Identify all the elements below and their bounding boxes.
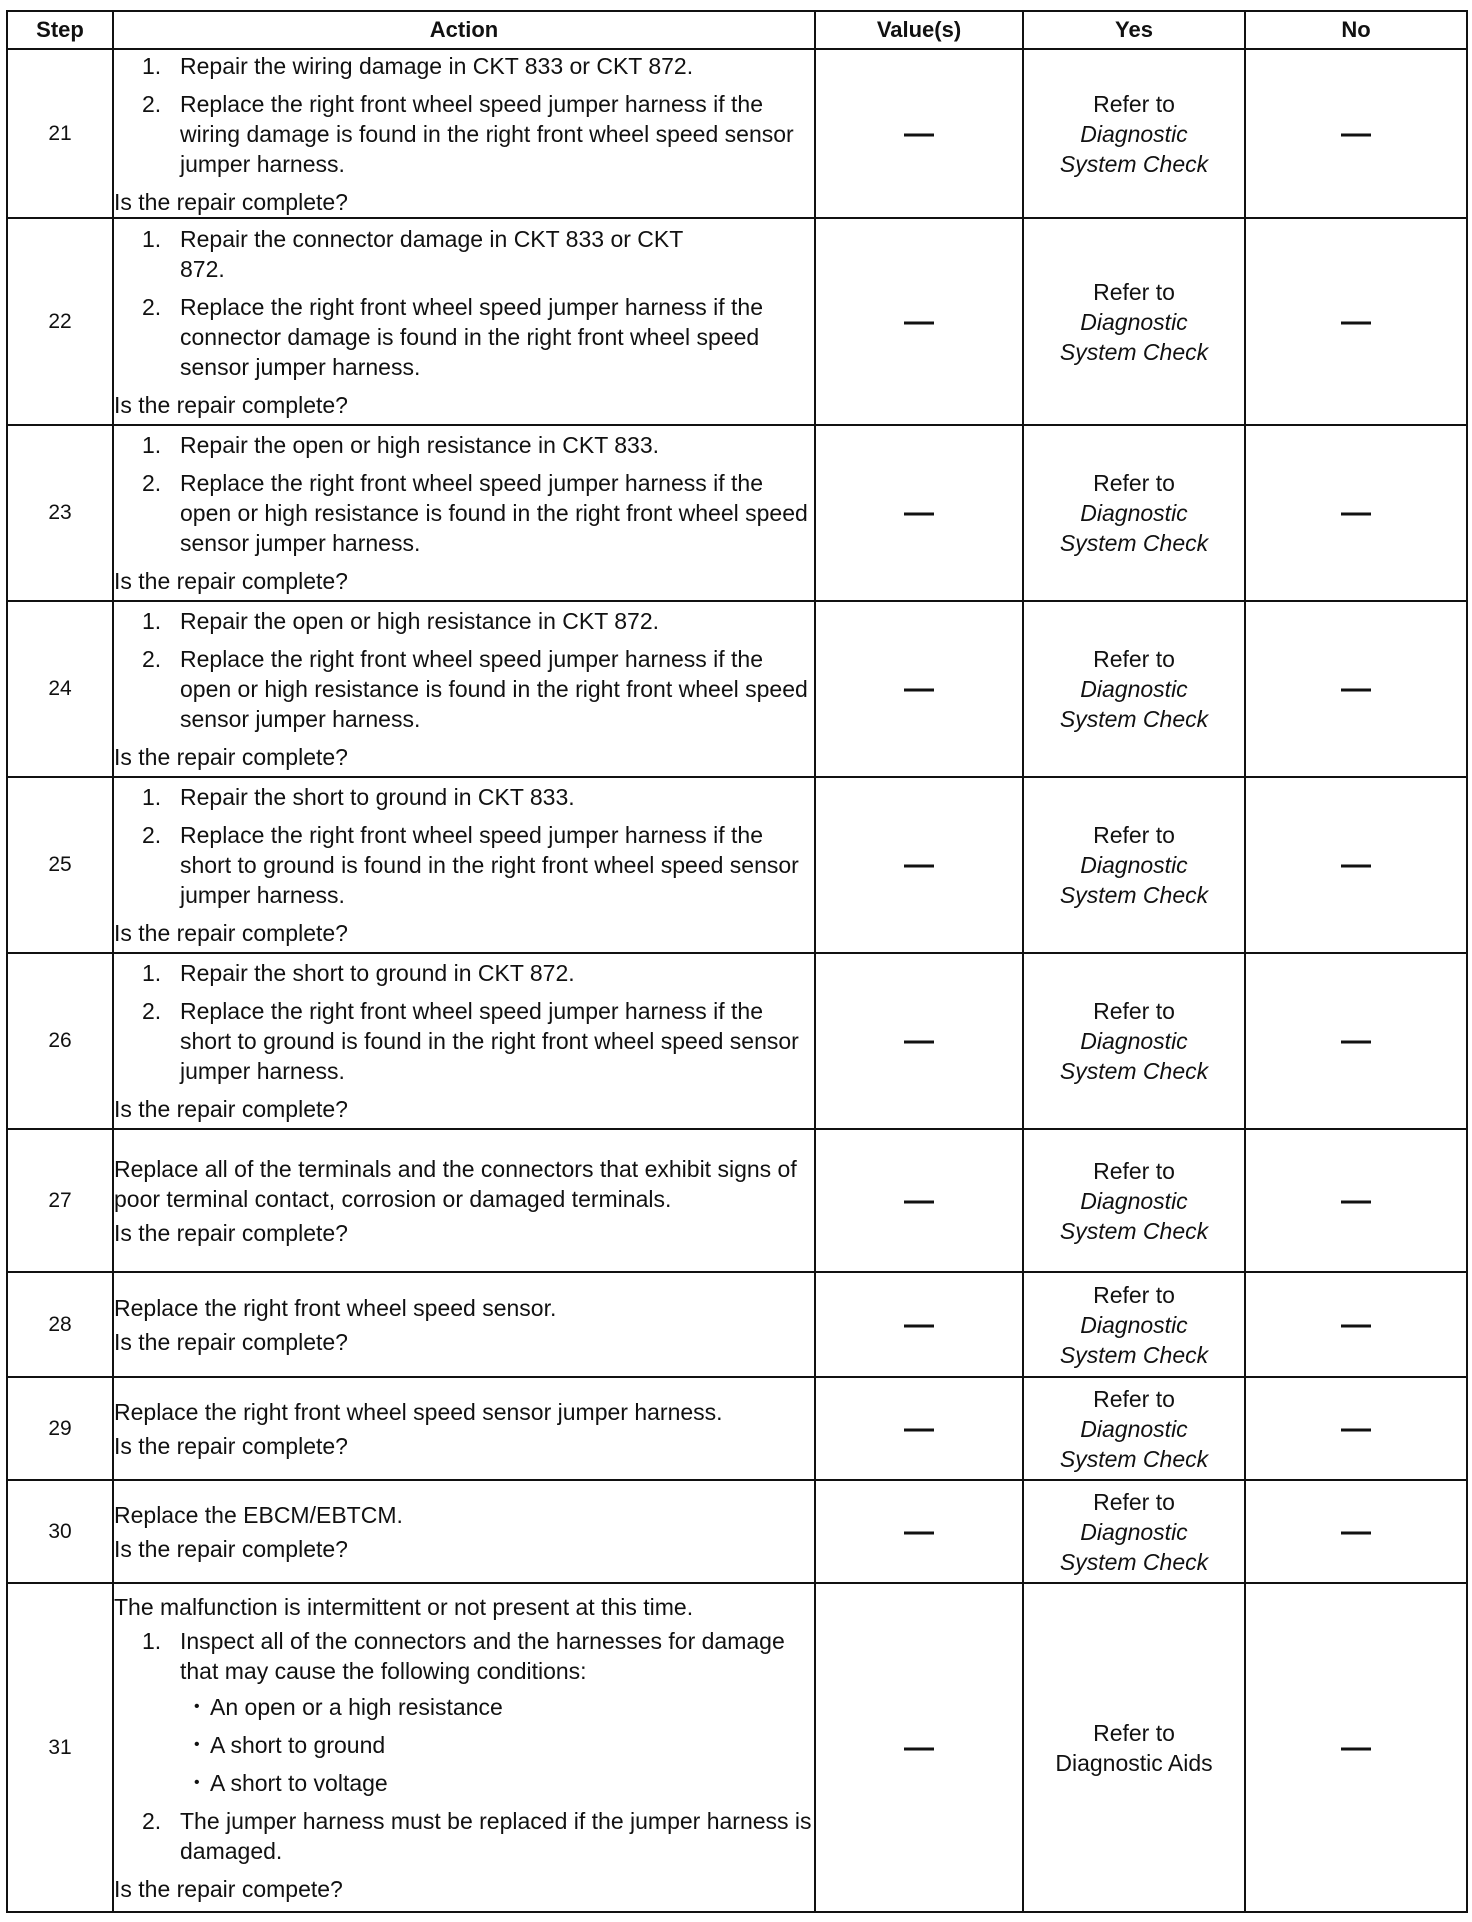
action-item: 2. Replace the right front wheel speed jumper harness if the short to ground is found in the right front wheel speed sensor jumper harness.: [142, 998, 799, 1084]
table-row: [7, 1583, 1467, 1912]
no-cell: —: [1245, 49, 1467, 218]
step-number: 24: [7, 601, 113, 777]
action-item: 1. Inspect all of the connectors and the harnesses for damage that may cause the following conditions: • An open or a high resistance • A short to ground • A short to voltage: [114, 1626, 814, 1798]
action-question: Is the repair complete?: [114, 1432, 348, 1459]
action-question: Is the repair complete?: [114, 1096, 348, 1122]
table-row: [7, 1377, 1467, 1480]
action-question: Is the repair compete?: [114, 1875, 343, 1902]
yes-cell: Refer to Diagnostic System Check: [1023, 425, 1245, 601]
table-row: [7, 1272, 1467, 1377]
action-item: 1. Repair the short to ground in CKT 833.: [142, 784, 575, 810]
yes-cell: Refer to Diagnostic Aids: [1023, 1583, 1245, 1912]
action-item: 2. The jumper harness must be replaced if the jumper harness is damaged.: [142, 1807, 812, 1864]
no-cell: —: [1245, 1272, 1467, 1377]
table-row: [7, 1480, 1467, 1583]
header-no: No: [1245, 11, 1467, 49]
step-number: 29: [7, 1377, 113, 1480]
action-item: 2. Replace the right front wheel speed jumper harness if the connector damage is found in the right front wheel speed sensor jumper harness.: [142, 293, 763, 380]
action-question: Is the repair complete?: [114, 391, 348, 418]
yes-cell: Refer to Diagnostic System Check: [1023, 49, 1245, 218]
no-cell: —: [1245, 425, 1467, 601]
step-number: 25: [7, 777, 113, 953]
no-cell: —: [1245, 777, 1467, 953]
header-yes: Yes: [1023, 11, 1245, 49]
yes-cell: Refer to Diagnostic System Check: [1023, 777, 1245, 953]
value-cell: —: [815, 425, 1023, 601]
no-cell: —: [1245, 1583, 1467, 1912]
action-cell: [113, 601, 815, 777]
action-cell: [113, 49, 815, 218]
condition-item: • A short to voltage: [180, 1768, 814, 1798]
no-cell: —: [1245, 1129, 1467, 1272]
action-item: 2. Replace the right front wheel speed jumper harness if the wiring damage is found in the right front wheel speed sensor jumper harness.: [142, 90, 794, 177]
value-cell: —: [815, 1272, 1023, 1377]
action-question: Is the repair complete?: [114, 920, 348, 946]
yes-cell: Refer to Diagnostic System Check: [1023, 1272, 1245, 1377]
action-cell: [113, 953, 815, 1129]
action-question: Is the repair complete?: [114, 744, 348, 770]
header-step: Step: [7, 11, 113, 49]
value-cell: —: [815, 1129, 1023, 1272]
yes-cell: Refer to Diagnostic System Check: [1023, 1129, 1245, 1272]
action-question: Is the repair complete?: [114, 1328, 348, 1355]
step-number: 26: [7, 953, 113, 1129]
value-cell: —: [815, 1583, 1023, 1912]
header-row: [7, 11, 1467, 49]
yes-cell: Refer to Diagnostic System Check: [1023, 1377, 1245, 1480]
no-cell: —: [1245, 1377, 1467, 1480]
action-text: Replace the right front wheel speed sensor jumper harness.: [114, 1398, 723, 1425]
action-item: 1. Repair the open or high resistance in CKT 833.: [142, 432, 660, 458]
no-cell: —: [1245, 218, 1467, 425]
condition-item: • An open or a high resistance: [180, 1692, 814, 1722]
action-item: 2. Replace the right front wheel speed jumper harness if the open or high resistance is found in the right front wheel speed sensor jumper harness.: [142, 470, 808, 556]
action-item: 2. Replace the right front wheel speed jumper harness if the short to ground is found in the right front wheel speed sensor jumper harness.: [142, 822, 799, 908]
action-question: Is the repair complete?: [114, 188, 348, 215]
value-cell: —: [815, 1480, 1023, 1583]
action-item: 1. Repair the open or high resistance in CKT 872.: [142, 608, 660, 634]
action-cell: [113, 1480, 815, 1583]
action-question: Is the repair complete?: [114, 1219, 348, 1246]
action-item: 2. Replace the right front wheel speed jumper harness if the open or high resistance is found in the right front wheel speed sensor jumper harness.: [142, 646, 808, 732]
value-cell: —: [815, 218, 1023, 425]
step-number: 22: [7, 218, 113, 425]
table-row: [7, 218, 1467, 425]
action-cell: [113, 1583, 815, 1912]
action-question: Is the repair complete?: [114, 1535, 348, 1562]
action-cell: [113, 218, 815, 425]
action-text: Replace the EBCM/EBTCM.: [114, 1501, 403, 1528]
yes-cell: Refer to Diagnostic System Check: [1023, 601, 1245, 777]
condition-item: • A short to ground: [180, 1730, 814, 1760]
table-row: [7, 777, 1467, 953]
action-item: 1. Repair the connector damage in CKT 833 or CKT 872.: [142, 225, 683, 282]
yes-cell: Refer to Diagnostic System Check: [1023, 218, 1245, 425]
table-row: [7, 425, 1467, 601]
action-question: Is the repair complete?: [114, 568, 348, 594]
table-row: [7, 49, 1467, 218]
action-text: The malfunction is intermittent or not present at this time.: [114, 1593, 694, 1620]
action-cell: [113, 1377, 815, 1480]
table-row: [7, 953, 1467, 1129]
header-action: Action: [113, 11, 815, 49]
step-number: 31: [7, 1583, 113, 1912]
step-number: 30: [7, 1480, 113, 1583]
action-text: Replace all of the terminals and the connectors that exhibit signs of poor terminal contact, corrosion or damaged terminals.: [114, 1155, 797, 1212]
table-row: [7, 1129, 1467, 1272]
value-cell: —: [815, 953, 1023, 1129]
no-cell: —: [1245, 601, 1467, 777]
action-cell: [113, 1129, 815, 1272]
no-cell: —: [1245, 953, 1467, 1129]
value-cell: —: [815, 49, 1023, 218]
yes-cell: Refer to Diagnostic System Check: [1023, 1480, 1245, 1583]
action-cell: [113, 425, 815, 601]
action-cell: [113, 1272, 815, 1377]
action-item: 1. Repair the wiring damage in CKT 833 or CKT 872.: [142, 52, 694, 79]
no-cell: —: [1245, 1480, 1467, 1583]
action-text: Replace the right front wheel speed sensor.: [114, 1294, 557, 1321]
header-values: Value(s): [815, 11, 1023, 49]
action-cell: [113, 777, 815, 953]
action-item: 1. Repair the short to ground in CKT 872.: [142, 960, 575, 986]
step-number: 27: [7, 1129, 113, 1272]
value-cell: —: [815, 601, 1023, 777]
value-cell: —: [815, 777, 1023, 953]
diagnostic-table: [6, 10, 1468, 1913]
step-number: 21: [7, 49, 113, 218]
step-number: 28: [7, 1272, 113, 1377]
value-cell: —: [815, 1377, 1023, 1480]
step-number: 23: [7, 425, 113, 601]
table-row: [7, 601, 1467, 777]
yes-cell: Refer to Diagnostic System Check: [1023, 953, 1245, 1129]
